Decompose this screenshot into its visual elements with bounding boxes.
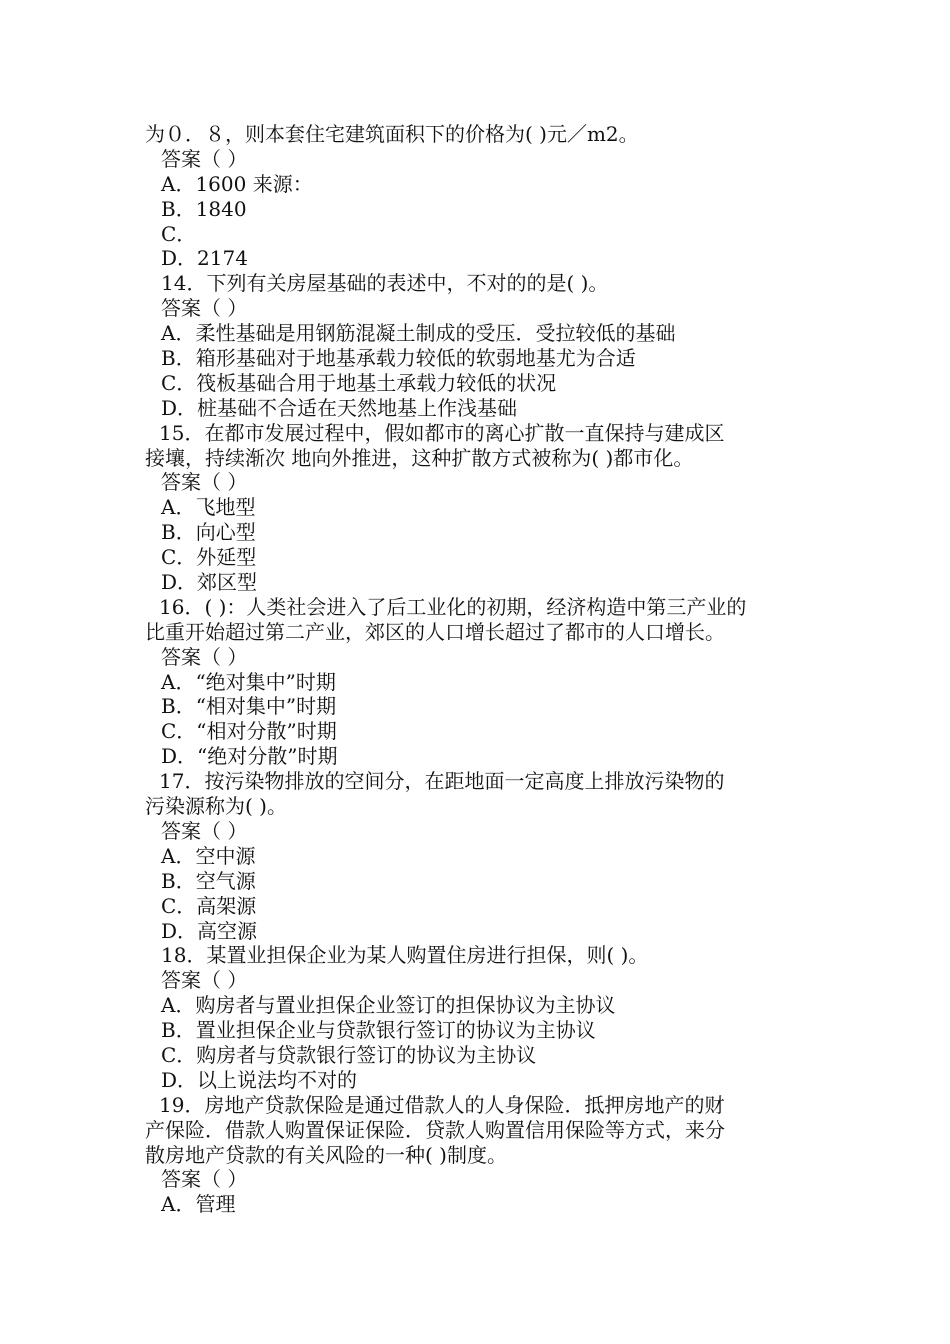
option-b: B．空气源 (161, 868, 256, 893)
option-a: A．管理 (161, 1192, 236, 1217)
question-16-continued: 比重开始超过第二产业，郊区的人口增长超过了都市的人口增长。 (145, 619, 725, 644)
option-b: B．“相对集中”时期 (161, 694, 337, 719)
question-16: 16．( )：人类社会进入了后工业化的初期，经济构造中第三产业的 (159, 594, 747, 619)
option-a: A．“绝对集中”时期 (161, 669, 336, 694)
option-b: B．箱形基础对于地基承载力较低的软弱地基尤为合适 (161, 346, 636, 371)
option-d: D．以上说法均不对的 (161, 1067, 358, 1092)
answer-label: 答案（ ） (161, 968, 248, 993)
option-c: C．高架源 (161, 893, 257, 918)
option-b: B．置业担保企业与贷款银行签订的协议为主协议 (161, 1018, 596, 1043)
question-17-continued: 污染源称为( )。 (145, 794, 287, 819)
option-d: D．“绝对分散”时期 (161, 744, 338, 769)
option-c: C．购房者与贷款银行签订的协议为主协议 (161, 1042, 537, 1067)
option-c: C．筏板基础合用于地基土承载力较低的状况 (161, 370, 557, 395)
question-15-continued: 接壤，持续渐次 地向外推进，这种扩散方式被称为( )都市化。 (145, 445, 694, 470)
option-b: B．向心型 (161, 520, 256, 545)
question-15: 15．在都市发展过程中，假如都市的离心扩散一直保持与建成区 (159, 420, 725, 445)
question-18: 18．某置业担保企业为某人购置住房进行担保，则( )。 (161, 943, 649, 968)
answer-label: 答案（ ） (161, 146, 248, 171)
option-d: D．郊区型 (161, 570, 258, 595)
option-d: D．桩基础不合适在天然地基上作浅基础 (161, 395, 518, 420)
option-b: B．1840 (161, 196, 247, 221)
option-a: A．空中源 (161, 843, 256, 868)
option-d: D．2174 (161, 246, 248, 271)
option-a: A．柔性基础是用钢筋混凝土制成的受压．受拉较低的基础 (161, 321, 676, 346)
answer-label: 答案（ ） (161, 1167, 248, 1192)
question-19: 19．房地产贷款保险是通过借款人的人身保险．抵押房地产的财 (159, 1092, 725, 1117)
option-c: C．“相对分散”时期 (161, 719, 337, 744)
option-a: A．1600 来源： (161, 171, 313, 196)
question-19-continued: 散房地产贷款的有关风险的一种( )制度。 (145, 1142, 507, 1167)
answer-label: 答案（ ） (161, 296, 248, 321)
answer-label: 答案（ ） (161, 818, 248, 843)
question-13-text-continued: 为０．８，则本套住宅建筑面积下的价格为( )元／m2。 (145, 122, 639, 146)
option-a: A．购房者与置业担保企业签订的担保协议为主协议 (161, 993, 616, 1018)
option-a: A．飞地型 (161, 495, 256, 520)
option-c: C． (161, 221, 197, 246)
document-body (145, 122, 809, 1217)
option-d: D．高空源 (161, 918, 258, 943)
option-c: C．外延型 (161, 545, 257, 570)
question-14: 14．下列有关房屋基础的表述中，不对的的是( )。 (161, 271, 609, 296)
question-17: 17．按污染物排放的空间分，在距地面一定高度上排放污染物的 (159, 769, 725, 794)
answer-label: 答案（ ） (161, 470, 248, 495)
question-19-continued: 产保险．借款人购置保证保险．贷款人购置信用保险等方式，来分 (145, 1117, 725, 1142)
answer-label: 答案（ ） (161, 644, 248, 669)
